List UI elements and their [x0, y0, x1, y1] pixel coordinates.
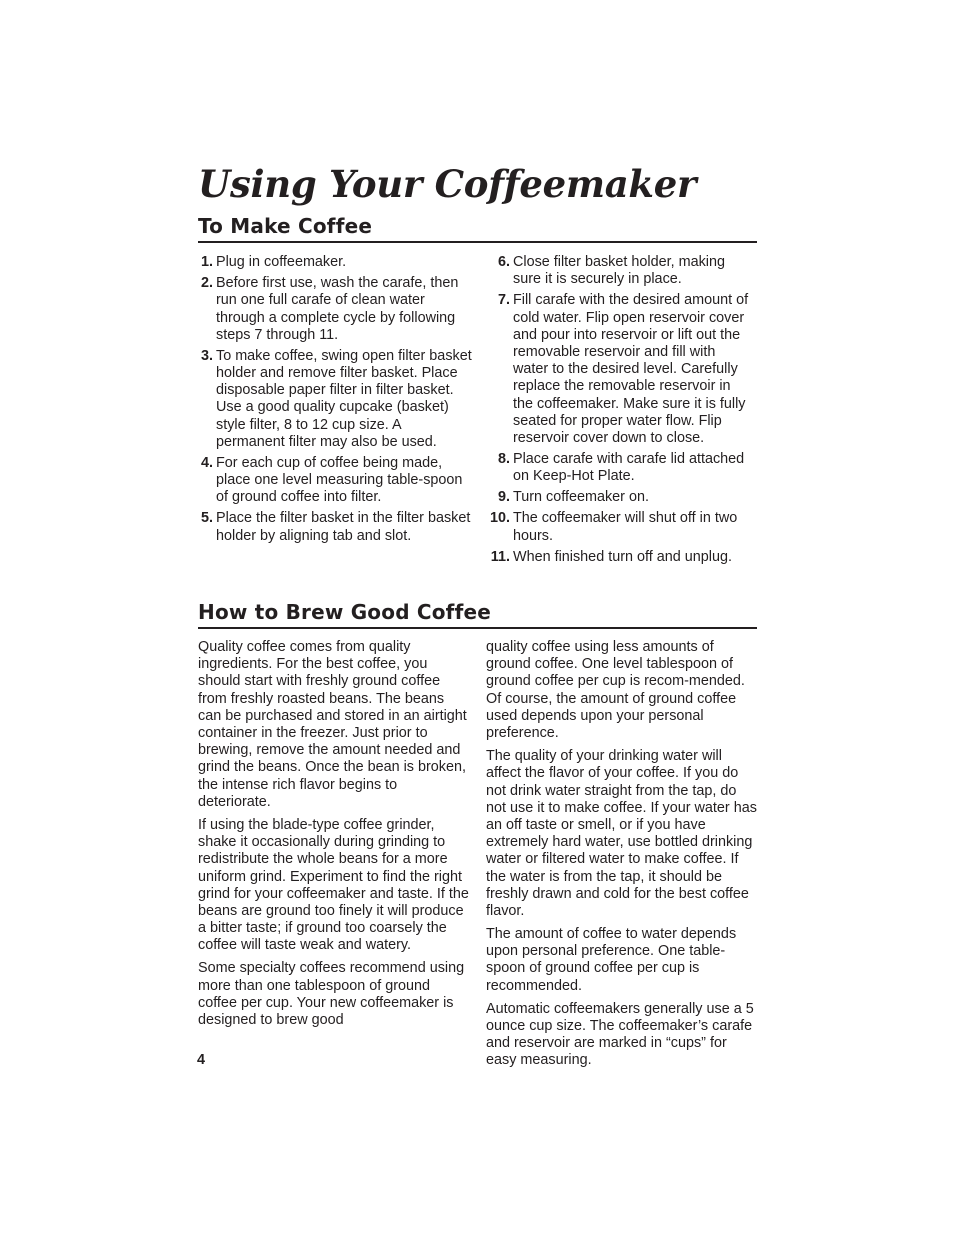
step-number: 2.	[200, 275, 213, 292]
paragraph: If using the blade-type coffee grinder, shake it occasionally during grinding to redistribute the whole beans for a more uniform grind. Experiment to find the right grind for your coffeemaker and taste. If the beans are ground too finely it will produce a bitter taste; if ground too coarsely the coffee will taste weak and watery.	[198, 816, 469, 954]
step-item	[486, 510, 754, 544]
step-text: When finished turn off and unplug.	[513, 548, 732, 565]
paragraph: The amount of coffee to water depends upon personal preference. One table-spoon of ground coffee per cup is recommended.	[486, 926, 737, 994]
step-text: Fill carafe with the desired amount of cold water. Flip open reservoir cover and pour into reservoir or lift out the removable reservoir and fill with water to the desired level. Carefully replace the removable reservoir in the coffeemaker. Make sure it is fully seated for proper water flow. Flip reservoir cover down to close.	[513, 292, 749, 446]
step-number: 9.	[497, 489, 510, 506]
paragraph: Automatic coffeemakers generally use a 5 ounce cup size. The coffeemaker’s carafe and reservoir are marked in “cups” for easy measuring.	[486, 1000, 754, 1069]
step-number: 8.	[497, 451, 510, 468]
section-heading-how-to-brew-good-coffee: How to Brew Good Coffee	[198, 598, 757, 629]
paragraph-continued: quality coffee using less amounts of ground coffee. One level tablespoon of ground coffee per cup is recom-mended. Of course, the amount of ground coffee used depends upon your personal preference.	[486, 639, 745, 742]
step-text: Turn coffeemaker on.	[513, 489, 649, 506]
step-item	[486, 254, 754, 288]
steps-list-right	[486, 254, 754, 570]
section-heading-to-make-coffee: To Make Coffee	[198, 212, 757, 243]
step-item	[198, 510, 473, 544]
paragraph: The quality of your drinking water will affect the flavor of your coffee. If you do not drink water straight from the tap, do not use it to make coffee. If your water has an off taste or smell, or if you have extremely hard water, use bottled drinking water or filtered water to make coffee. If the water is from the tap, it should be freshly drawn and cold for the best coffee flavor.	[486, 748, 757, 919]
step-item	[198, 275, 473, 344]
steps-list-left	[198, 254, 473, 549]
step-text: The coffeemaker will shut off in two hours.	[513, 510, 738, 544]
step-number: 1.	[200, 254, 213, 270]
step-number: 10.	[489, 510, 510, 527]
page-title: Using Your Coffeemaker	[198, 162, 697, 206]
step-text: Place carafe with carafe lid attached on Keep-Hot Plate.	[513, 451, 745, 485]
paragraph: Some specialty coffees recommend using more than one tablespoon of ground coffee per cup. Your new coffeemaker is designed to brew good	[198, 960, 465, 1029]
step-text: Close filter basket holder, making sure it is securely in place.	[513, 254, 725, 288]
step-text: For each cup of coffee being made, place one level measuring table-spoon of ground coffee into filter.	[216, 454, 463, 506]
brew-text-column-right	[486, 639, 758, 1075]
step-item	[486, 549, 754, 566]
paragraph: Quality coffee comes from quality ingredients. For the best coffee, you should start with freshly ground coffee from freshly roasted beans. The beans can be purchased and stored in an airtight container in the freezer. Just prior to brewing, remove the amount needed and grind the beans. Once the bean is broken, the intense rich flavor begins to deteriorate.	[198, 639, 467, 810]
step-item	[486, 292, 754, 447]
step-number: 4.	[200, 454, 213, 471]
step-number: 7.	[497, 292, 510, 309]
step-number: 11.	[490, 548, 510, 565]
step-text: To make coffee, swing open filter basket holder and remove filter basket. Place disposable paper filter in filter basket. Use a good quality cupcake (basket) style filter, 8 to 12 cup size. A permanent filter may also be used.	[216, 347, 472, 450]
step-text: Before first use, wash the carafe, then run one full carafe of clean water through a complete cycle by following steps 7 through 11.	[216, 275, 459, 343]
step-item	[486, 489, 754, 506]
brew-text-column-left	[198, 639, 471, 1035]
step-number: 5.	[200, 510, 213, 527]
step-number: 6.	[497, 254, 510, 270]
step-text: Plug in coffeemaker.	[216, 254, 347, 270]
step-number: 3.	[200, 347, 213, 364]
page-number: 4	[197, 1052, 206, 1068]
step-text: Place the filter basket in the filter basket holder by aligning tab and slot.	[216, 510, 471, 544]
step-item	[198, 348, 473, 451]
step-item	[198, 254, 473, 271]
step-item	[198, 455, 473, 507]
step-item	[486, 451, 754, 485]
